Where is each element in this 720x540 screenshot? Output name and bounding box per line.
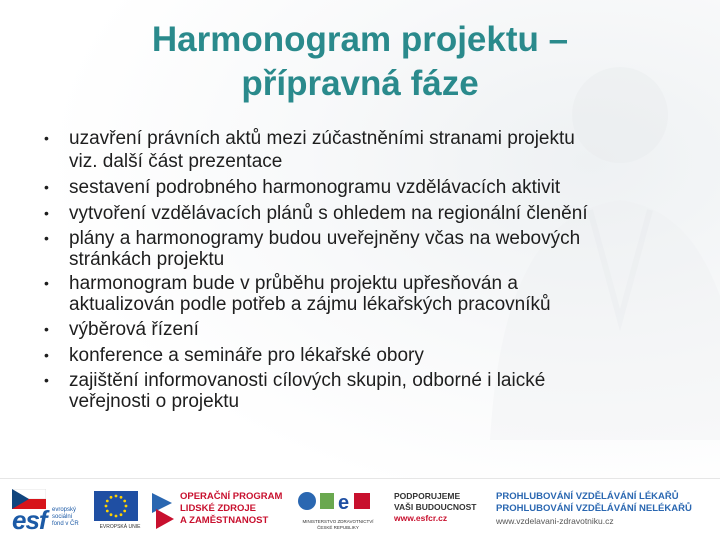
bullet-line: konference a semináře pro lékařské obory <box>69 345 424 366</box>
op-line: OPERAČNÍ PROGRAM <box>180 491 283 502</box>
title-line-1: Harmonogram projektu – <box>151 20 569 59</box>
op-lzz-text <box>180 491 282 527</box>
bullet-item <box>44 273 694 315</box>
project-logo <box>496 491 718 537</box>
project-line: PROHLUBOVÁNÍ VZDĚLÁVÁNÍ NELÉKAŘŮ <box>496 503 692 514</box>
eu-flag-icon <box>94 491 138 521</box>
bullet-item <box>44 176 694 199</box>
bullet-line: stránkách projektu <box>69 249 225 270</box>
bullet-dot: • <box>44 230 49 246</box>
ministry-logo <box>292 487 384 537</box>
bullet-dot: • <box>44 179 49 195</box>
op-line: LIDSKÉ ZDROJE <box>180 503 257 514</box>
support-line: PODPORUJEME <box>394 491 461 501</box>
op-arrows-icon <box>150 491 176 531</box>
esf-caption <box>52 507 79 528</box>
bullet-item <box>44 370 694 412</box>
bullet-line: výběrová řízení <box>69 319 199 340</box>
support-line: VAŠI BUDOUCNOST <box>394 502 477 512</box>
bullet-line: uzavření právních aktů mezi zúčastněními stranami projektu <box>69 128 575 149</box>
bullet-item <box>44 127 694 173</box>
project-text <box>496 491 718 527</box>
eu-caption: EVROPSKÁ UNIE <box>99 524 141 530</box>
bullet-line: veřejnosti o projektu <box>69 391 240 412</box>
op-lzz-logo <box>150 489 290 535</box>
support-text <box>394 491 494 524</box>
esf-logo <box>12 489 88 535</box>
eu-logo <box>94 491 144 537</box>
slide-title <box>80 18 640 106</box>
op-line: A ZAMĚSTNANOST <box>180 515 269 526</box>
esf-caption-line: fond v ČR <box>52 521 79 527</box>
project-url: www.vzdelavani-zdravotniku.cz <box>496 516 614 526</box>
bullet-dot: • <box>44 130 49 146</box>
bullet-line: plány a harmonogramy budou uveřejněny včas na webových <box>69 228 581 249</box>
logo-footer <box>0 478 720 540</box>
bullet-line: harmonogram bude v průběhu projektu upřesňován a <box>69 273 518 294</box>
bullet-line: vytvoření vzdělávacích plánů s ohledem na regionální členění <box>69 203 588 224</box>
project-line: PROHLUBOVÁNÍ VZDĚLÁVÁNÍ LÉKAŘŮ <box>496 491 679 502</box>
bullet-line: aktualizován podle potřeb a zájmu lékařských pracovníků <box>69 294 551 315</box>
bullet-dot: • <box>44 347 49 363</box>
bullet-dot: • <box>44 275 49 291</box>
bullet-line: viz. další část prezentace <box>69 151 283 172</box>
bullet-item <box>44 202 694 225</box>
bullet-line: sestavení podrobného harmonogramu vzdělávacích aktivit <box>69 177 561 198</box>
ministry-line: ČESKÉ REPUBLIKY <box>317 525 359 530</box>
bullet-item <box>44 318 694 341</box>
bullet-dot: • <box>44 372 49 388</box>
ministry-emblem-icon <box>292 487 382 517</box>
support-url: www.esfcr.cz <box>394 513 448 523</box>
support-logo <box>394 491 494 537</box>
ministry-caption <box>292 519 384 531</box>
bullet-item <box>44 344 694 367</box>
bullet-line: zajištění informovanosti cílových skupin, odborné i laické <box>69 370 546 391</box>
bullet-list <box>44 127 694 415</box>
bullet-dot: • <box>44 205 49 221</box>
svg-text:e: e <box>338 492 350 514</box>
title-line-2: přípravná fáze <box>241 64 479 103</box>
ministry-line: MINISTERSTVO ZDRAVOTNICTVÍ <box>302 519 374 524</box>
bullet-dot: • <box>44 321 49 337</box>
esf-mark: esf <box>12 505 47 535</box>
esf-caption-line: evropský <box>52 507 77 513</box>
esf-caption-line: sociální <box>52 514 73 520</box>
bullet-item <box>44 228 694 270</box>
